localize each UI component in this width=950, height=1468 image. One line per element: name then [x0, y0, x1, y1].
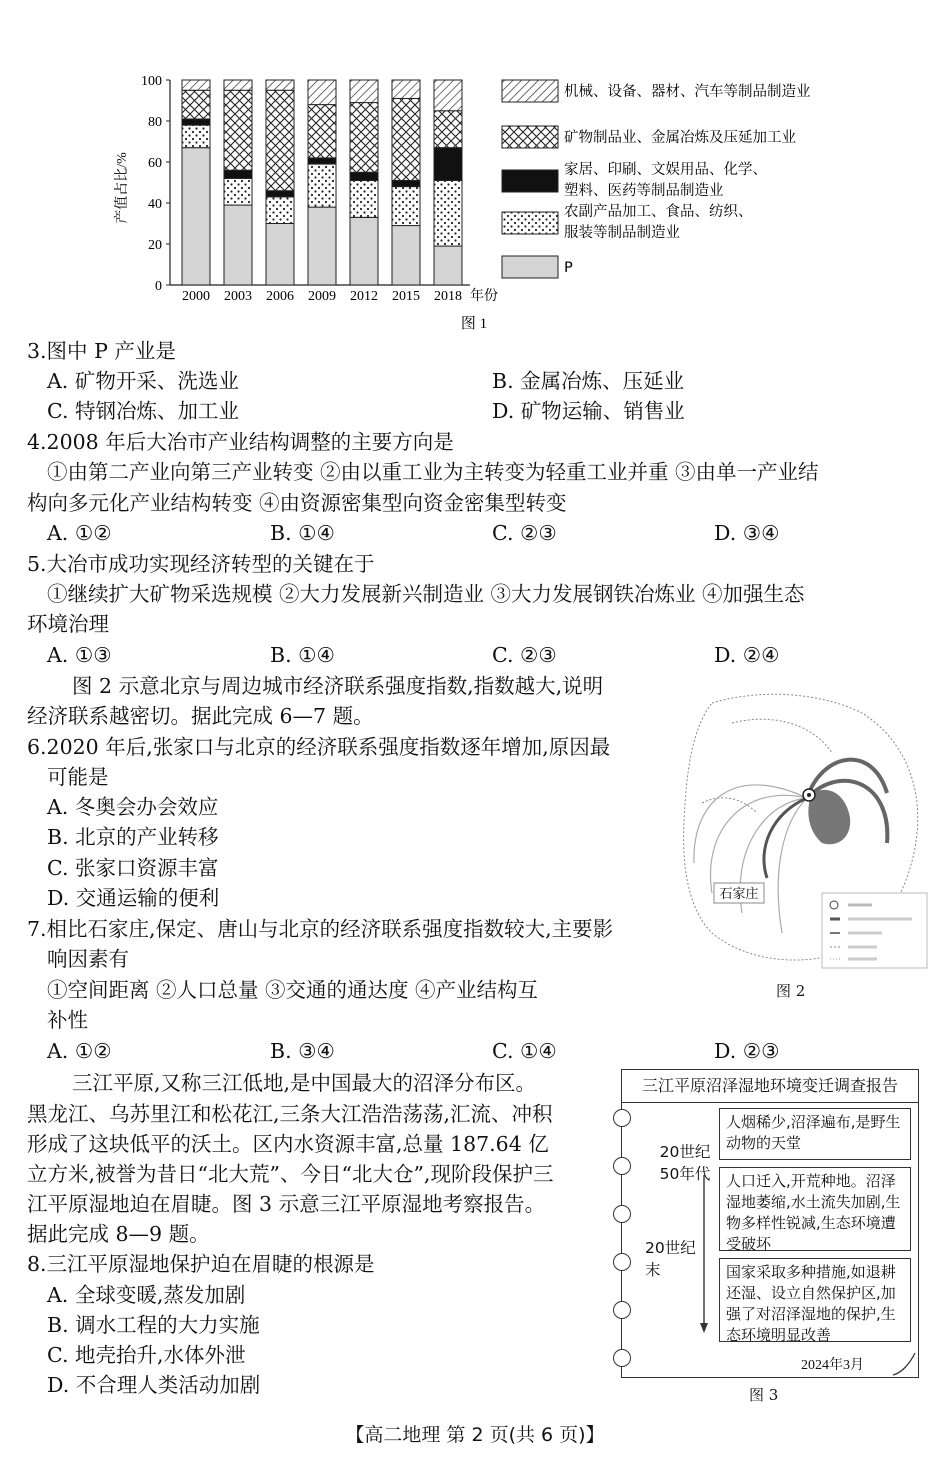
q5-option-c[interactable]: C. ②③	[492, 643, 557, 667]
binder-ring-icon	[613, 1301, 631, 1319]
y-tick-label: 0	[155, 279, 162, 294]
q7-statement-line-1: ①空间距离 ②人口总量 ③交通的通达度 ④产业结构互	[47, 978, 539, 1002]
q3-option-c[interactable]: C. 特钢冶炼、加工业	[47, 399, 239, 423]
binder-ring-icon	[613, 1253, 631, 1271]
q4-option-d[interactable]: D. ③④	[714, 521, 780, 545]
bar-segment	[266, 90, 294, 190]
bar-segment	[224, 205, 252, 285]
legend-label: 服装等制品制造业	[564, 225, 680, 241]
bar-segment	[182, 148, 210, 285]
q5-statement-line-1: ①继续扩大矿物采选规模 ②大力发展新兴制造业 ③大力发展钢铁冶炼业 ④加强生态	[47, 582, 805, 606]
bar-segment	[224, 90, 252, 170]
bar-segment	[350, 172, 378, 180]
bar-segment	[308, 207, 336, 285]
x-tick-label: 2003	[224, 289, 252, 304]
map-city-label: 石家庄	[719, 887, 759, 902]
q3-option-d[interactable]: D. 矿物运输、销售业	[492, 399, 685, 423]
legend-label: P	[564, 260, 573, 276]
report-box-1: 人烟稀少,沼泽遍布,是野生动物的天堂	[719, 1108, 911, 1160]
figure-1-caption: 图 1	[460, 316, 488, 332]
q6-option-a[interactable]: A. 冬奥会办会效应	[47, 795, 219, 819]
intro-q8-9-line-1: 三江平原,又称三江低地,是中国最大的沼泽分布区。	[72, 1071, 537, 1095]
bar-segment	[266, 80, 294, 90]
q5-option-a[interactable]: A. ①③	[47, 643, 112, 667]
bar-segment	[266, 197, 294, 224]
q6-option-d[interactable]: D. 交通运输的便利	[47, 886, 220, 910]
legend-label: 机械、设备、器材、汽车等制品制造业	[564, 84, 811, 100]
binder-ring-icon	[613, 1109, 631, 1127]
map-legend	[822, 893, 927, 968]
bar-segment	[434, 148, 462, 181]
intro-q8-9-line-5: 江平原湿地迫在眉睫。图 3 示意三江平原湿地考察报告。	[27, 1192, 546, 1216]
x-tick-label: 2018	[434, 289, 462, 304]
bar-segment	[434, 111, 462, 148]
binder-ring-icon	[613, 1157, 631, 1175]
beijing-economic-link-map	[672, 683, 934, 975]
y-tick-label: 100	[141, 74, 162, 89]
q4-option-b[interactable]: B. ①④	[270, 521, 335, 545]
q4-option-c[interactable]: C. ②③	[492, 521, 557, 545]
bar-segment	[182, 90, 210, 119]
q6-option-b[interactable]: B. 北京的产业转移	[47, 825, 219, 849]
bar-segment	[392, 80, 420, 98]
q3-stem: 3.图中 P 产业是	[27, 339, 176, 363]
q4-statement-line-1: ①由第二产业向第三产业转变 ②由以重工业为主转变为轻重工业并重 ③由单一产业结	[47, 460, 819, 484]
figure-3-caption: 图 3	[749, 1386, 779, 1404]
legend-swatch	[502, 80, 558, 102]
legend-label: 农副产品加工、食品、纺织、	[564, 204, 753, 220]
bar-segment	[350, 103, 378, 173]
legend-swatch	[502, 212, 558, 234]
q8-option-c[interactable]: C. 地壳抬升,水体外泄	[47, 1343, 246, 1367]
x-tick-label: 2012	[350, 289, 378, 304]
q5-statement-line-2: 环境治理	[27, 612, 109, 636]
page-curl-icon	[891, 1351, 917, 1377]
bar-segment	[350, 217, 378, 285]
bar-segment	[308, 158, 336, 164]
page-footer: 【高二地理 第 2 页(共 6 页)】	[345, 1424, 605, 1446]
q8-option-b[interactable]: B. 调水工程的大力实施	[47, 1313, 260, 1337]
q6-stem-line-2: 可能是	[47, 765, 109, 789]
legend-label: 矿物制品业、金属冶炼及压延加工业	[564, 130, 796, 146]
y-tick-label: 80	[148, 115, 162, 130]
q6-option-c[interactable]: C. 张家口资源丰富	[47, 856, 219, 880]
report-title: 三江平原沼泽湿地环境变迁调查报告	[621, 1069, 919, 1103]
q5-option-b[interactable]: B. ①④	[270, 643, 335, 667]
x-tick-label: 2015	[392, 289, 420, 304]
report-box-3: 国家采取多种措施,如退耕还湿、设立自然保护区,加强了对沼泽湿地的保护,生态环境明显改善	[719, 1258, 911, 1342]
bar-segment	[182, 119, 210, 125]
timeline-arrow-icon	[697, 1175, 711, 1335]
bar-segment	[308, 164, 336, 207]
legend-swatch	[502, 170, 558, 192]
bar-segment	[224, 170, 252, 178]
x-tick-label: 2000	[182, 289, 210, 304]
bar-segment	[308, 105, 336, 158]
q7-option-a[interactable]: A. ①②	[47, 1039, 112, 1063]
bar-segment	[434, 180, 462, 246]
legend-label: 塑料、医药等制品制造业	[564, 183, 724, 199]
q8-option-d[interactable]: D. 不合理人类活动加剧	[47, 1373, 261, 1397]
q7-option-d[interactable]: D. ②③	[714, 1039, 780, 1063]
report-box-2: 人口迁入,开荒种地。沼泽湿地萎缩,水土流失加剧,生物多样性锐减,生态环境遭受破坏	[719, 1167, 911, 1251]
q7-option-b[interactable]: B. ③④	[270, 1039, 335, 1063]
industry-structure-chart	[100, 60, 860, 338]
y-axis-label: 产值占比/%	[115, 152, 130, 224]
binder-ring-icon	[613, 1349, 631, 1367]
bar-segment	[392, 180, 420, 186]
legend-swatch	[502, 126, 558, 148]
figure-2-caption: 图 2	[776, 982, 806, 1000]
q4-stem: 4.2008 年后大冶市产业结构调整的主要方向是	[27, 430, 454, 454]
bar-segment	[182, 80, 210, 90]
q7-statement-line-2: 补性	[47, 1008, 88, 1032]
wetland-survey-report	[605, 1065, 935, 1395]
y-tick-label: 20	[148, 238, 162, 253]
q5-option-d[interactable]: D. ②④	[714, 643, 780, 667]
bar-segment	[434, 80, 462, 111]
q7-stem-line-1: 7.相比石家庄,保定、唐山与北京的经济联系强度指数较大,主要影	[27, 917, 614, 941]
q6-stem-line-1: 6.2020 年后,张家口与北京的经济联系强度指数逐年增加,原因最	[27, 735, 611, 759]
x-axis-label: 年份	[470, 289, 498, 304]
bar-segment	[182, 125, 210, 148]
y-tick-label: 40	[148, 197, 162, 212]
bar-segment	[224, 80, 252, 90]
x-tick-label: 2006	[266, 289, 294, 304]
q4-statement-line-2: 构向多元化产业结构转变 ④由资源密集型向资金密集型转变	[27, 491, 567, 515]
legend-label: 家居、印刷、文娱用品、化学、	[564, 162, 767, 178]
intro-q6-7-line-1: 图 2 示意北京与周边城市经济联系强度指数,指数越大,说明	[72, 674, 604, 698]
intro-q8-9-line-6: 据此完成 8—9 题。	[27, 1222, 210, 1246]
bar-segment	[224, 178, 252, 205]
bar-segment	[392, 187, 420, 226]
intro-q6-7-line-2: 经济联系越密切。据此完成 6—7 题。	[27, 704, 374, 728]
bar-segment	[392, 98, 420, 180]
bar-segment	[350, 180, 378, 217]
y-tick-label: 60	[148, 156, 162, 171]
q5-stem: 5.大冶市成功实现经济转型的关键在于	[27, 552, 375, 576]
report-date: 2024年3月	[801, 1358, 864, 1373]
intro-q8-9-line-2: 黑龙江、乌苏里江和松花江,三条大江浩浩荡荡,汇流、冲积	[27, 1102, 553, 1126]
bar-segment	[308, 80, 336, 105]
bar-segment	[392, 226, 420, 285]
timeline-era-late-20th: 20世纪 末	[645, 1239, 696, 1279]
bar-segment	[266, 224, 294, 286]
q7-option-c[interactable]: C. ①④	[492, 1039, 557, 1063]
binder-ring-icon	[613, 1205, 631, 1223]
q8-option-a[interactable]: A. 全球变暖,蒸发加剧	[47, 1283, 246, 1307]
bar-segment	[434, 246, 462, 285]
intro-q8-9-line-3: 形成了这块低平的沃土。区内水资源丰富,总量 187.64 亿	[27, 1132, 549, 1156]
q8-stem: 8.三江平原湿地保护迫在眉睫的根源是	[27, 1252, 375, 1276]
timeline-era-1950s: 20世纪 50年代	[659, 1143, 711, 1183]
bar-segment	[266, 191, 294, 197]
q3-option-b[interactable]: B. 金属冶炼、压延业	[492, 369, 685, 393]
q3-option-a[interactable]: A. 矿物开采、洗选业	[47, 369, 239, 393]
q7-stem-line-2: 响因素有	[47, 947, 129, 971]
q4-option-a[interactable]: A. ①②	[47, 521, 112, 545]
legend-swatch	[502, 256, 558, 278]
intro-q8-9-line-4: 立方米,被誉为昔日“北大荒”、今日“北大仓”,现阶段保护三	[27, 1162, 554, 1186]
x-tick-label: 2009	[308, 289, 336, 304]
bar-segment	[350, 80, 378, 103]
